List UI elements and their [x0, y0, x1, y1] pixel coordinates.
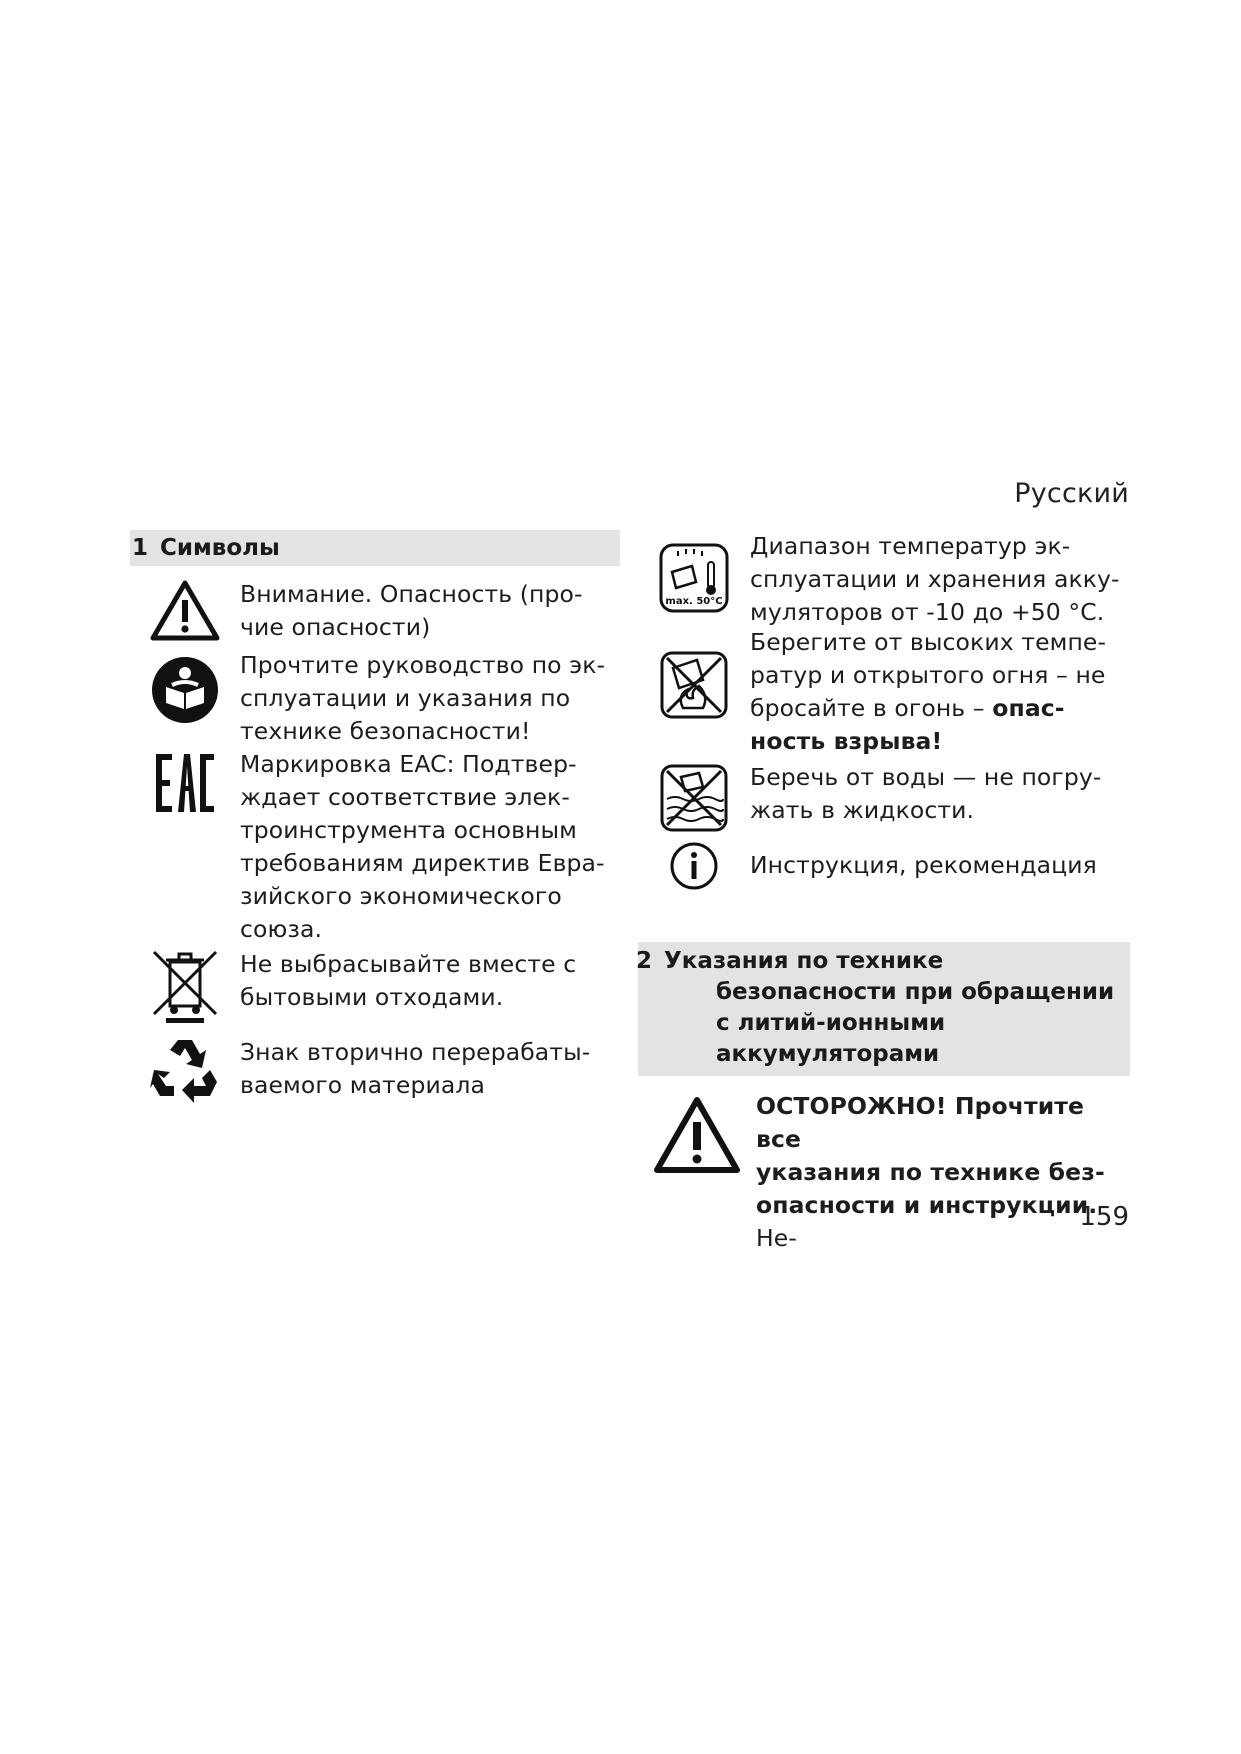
symbol-text: Беречь от воды — не погру- жать в жидкости.: [750, 763, 1102, 824]
symbol-row-info: [638, 841, 1130, 897]
warning-triangle-icon: [638, 1090, 756, 1190]
symbol-text: Прочтите руководство по эк- сплуатации и указания по технике безопасности!: [240, 651, 606, 745]
section-number: 2: [636, 948, 653, 974]
warning-triangle-icon: [130, 578, 240, 644]
symbol-text: Диапазон температур эк- сплуатации и хранения акку- муляторов от -10 до +50 °C.: [750, 532, 1120, 626]
symbol-text: [750, 626, 1106, 758]
section-1-heading: [130, 530, 620, 566]
language-label: Русский: [1014, 478, 1129, 509]
section-title: Символы: [160, 535, 280, 561]
section-title-line2: безопасности при обращении: [716, 979, 1115, 1005]
warning-bold-text: ОСТОРОЖНО! Прочтите все указания по технике без- опасности и инструкции.: [756, 1092, 1105, 1219]
symbol-text: Не выбрасывайте вместе с бытовыми отходами.: [240, 950, 577, 1011]
no-fire-icon: [638, 626, 750, 724]
section-title-line1: Указания по технике: [664, 948, 944, 974]
symbol-row-manual: [130, 649, 620, 748]
right-column: [638, 530, 1130, 1255]
section-number: 1: [132, 535, 149, 561]
symbol-row-recycle: [130, 1036, 620, 1108]
symbol-text: Внимание. Опасность (про- чие опасности): [240, 580, 583, 641]
eac-mark-icon: [130, 748, 240, 946]
symbol-row-fire: [638, 626, 1130, 758]
symbols-section: [130, 530, 620, 1108]
recycle-icon: [130, 1036, 240, 1108]
section-title-line4: аккумуляторами: [716, 1041, 940, 1067]
warning-continuation: Не-: [756, 1224, 797, 1252]
page-number: 159: [1079, 1202, 1129, 1232]
temperature-icon-label: max. 50°C: [665, 596, 723, 607]
section-2-first-line: [636, 946, 1126, 977]
symbol-row-water: [638, 761, 1130, 843]
no-water-icon: [638, 761, 750, 843]
symbol-row-warning: [130, 578, 620, 644]
fire-warning-text: Берегите от высоких темпе- ратур и открытого огня – не бросайте в огонь –: [750, 628, 1107, 722]
symbol-row-bin: [130, 948, 620, 1032]
explosion-warning: опас- ность взрыва!: [750, 694, 1065, 755]
symbol-row-temperature: [638, 530, 1130, 630]
temperature-range-icon: [638, 530, 750, 630]
symbol-row-eac: [130, 748, 620, 946]
symbol-text: Знак вторично перерабаты- ваемого материала: [240, 1038, 591, 1099]
symbol-text: Маркировка EAC: Подтвер- ждает соответствие элек- троинструмента основным требованиям директив Евра- зийского экономического союза.: [240, 750, 605, 943]
read-manual-icon: [130, 649, 240, 745]
symbol-text: Инструкция, рекомендация: [750, 851, 1097, 879]
info-icon: [638, 841, 750, 897]
section-2-heading: [638, 942, 1130, 1076]
section-title-line3: с литий-ионными: [716, 1010, 946, 1036]
section-2-warning-row: [638, 1090, 1130, 1255]
crossed-bin-icon: [130, 948, 240, 1032]
warning-text: [756, 1090, 1130, 1255]
